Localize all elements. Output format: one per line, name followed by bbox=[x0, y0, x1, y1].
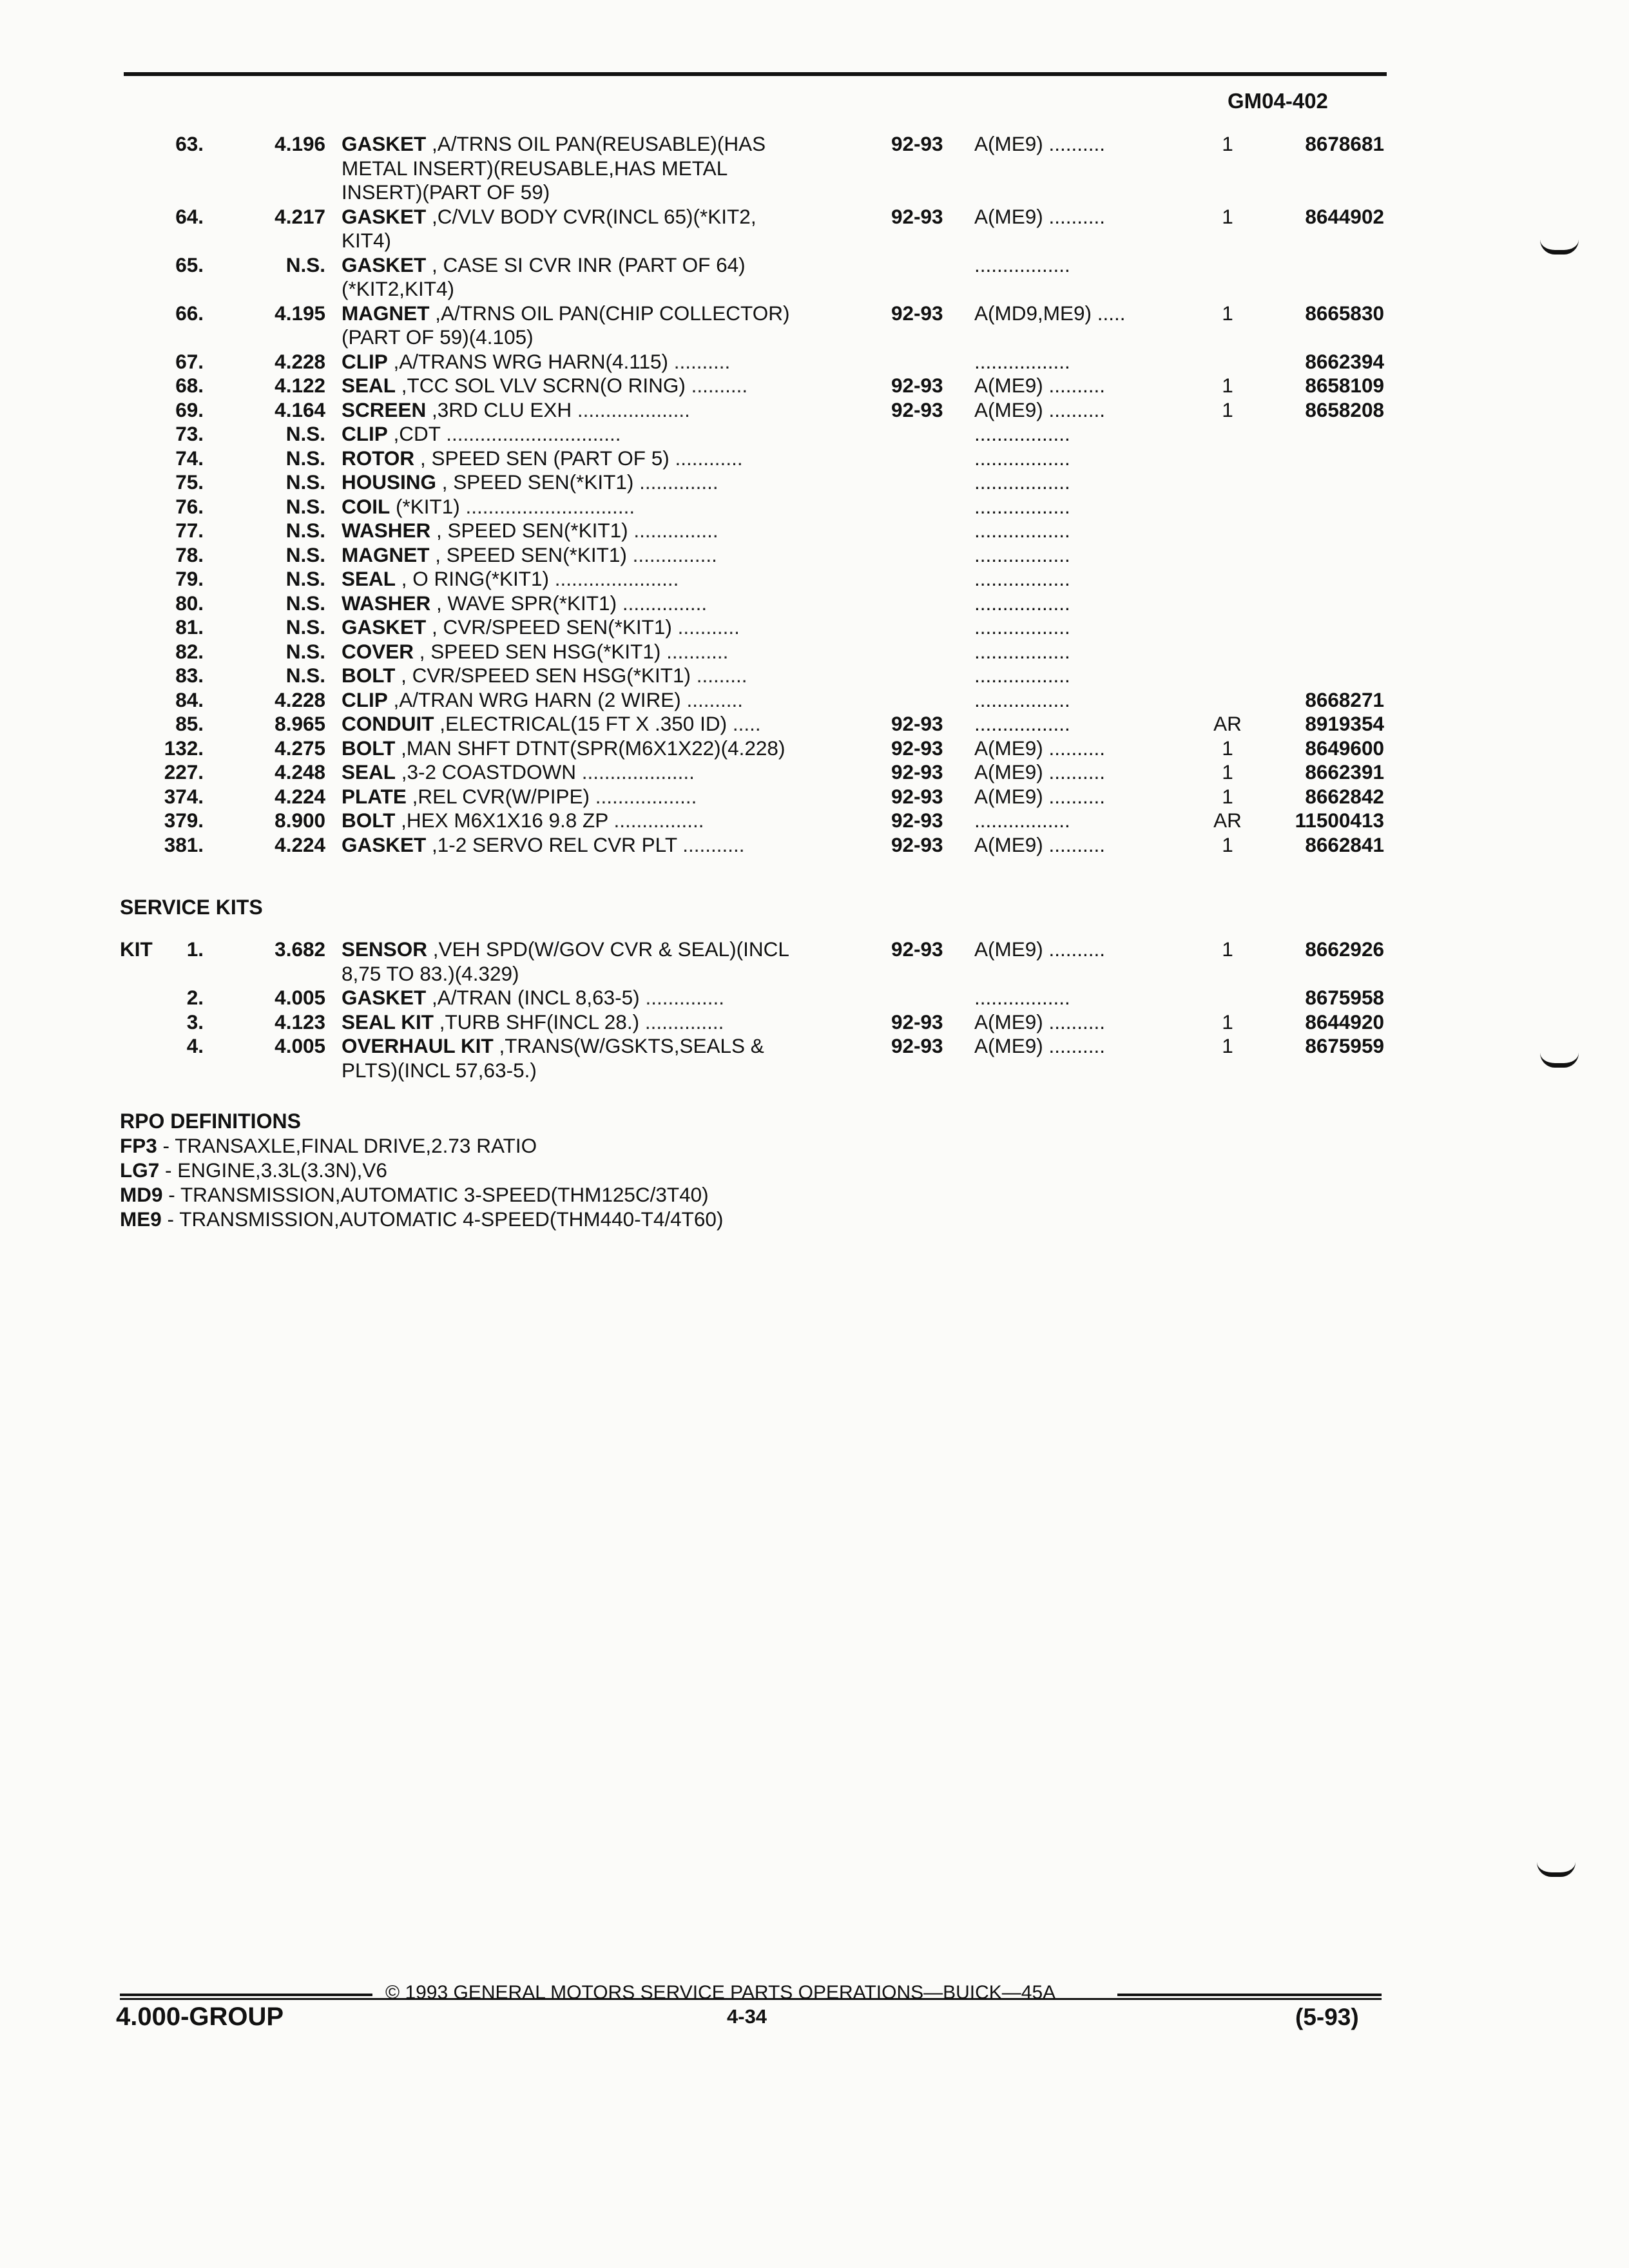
item-number: 63. bbox=[175, 132, 204, 155]
rpo-code: LG7 bbox=[120, 1158, 160, 1182]
model-code: ................. bbox=[974, 615, 1070, 639]
part-detail: ,HEX M6X1X16 9.8 ZP bbox=[395, 809, 608, 832]
part-name: GASKET bbox=[342, 132, 427, 155]
part-number: 8675959 bbox=[1305, 1034, 1384, 1057]
rpo-text: - TRANSMISSION,AUTOMATIC 4-SPEED(THM440-T4/4T60) bbox=[161, 1207, 724, 1231]
item-number: 65. bbox=[175, 253, 204, 276]
rpo-item bbox=[120, 1207, 723, 1231]
model-year: 92-93 bbox=[891, 760, 943, 783]
model-code: A(MD9,ME9) ..... bbox=[974, 301, 1126, 325]
part-detail: , SPEED SEN(*KIT1) bbox=[430, 519, 628, 542]
part-detail: ,A/TRAN (INCL 8,63-5) bbox=[426, 986, 640, 1009]
model-code: A(ME9) .......... bbox=[974, 132, 1106, 155]
leader-dots: ...................... bbox=[549, 567, 679, 590]
binder-mark bbox=[1537, 1862, 1576, 1877]
part-name: CLIP bbox=[342, 349, 388, 373]
leader-dots: .............................. bbox=[459, 494, 635, 518]
rpo-code: MD9 bbox=[120, 1183, 163, 1206]
part-number: 8665830 bbox=[1305, 301, 1384, 325]
illustration-number: N.S. bbox=[285, 446, 325, 470]
part-detail: ,ELECTRICAL(15 FT X .350 ID) bbox=[434, 712, 728, 735]
model-year: 92-93 bbox=[891, 301, 943, 325]
quantity: 1 bbox=[1222, 301, 1233, 325]
quantity: 1 bbox=[1222, 132, 1233, 155]
part-detail: ,1-2 SERVO REL CVR PLT bbox=[426, 832, 677, 856]
part-detail: ,VEH SPD(W/GOV CVR & SEAL)(INCL bbox=[427, 937, 789, 961]
model-code: A(ME9) .......... bbox=[974, 398, 1106, 421]
description bbox=[342, 664, 870, 687]
item-number: 76. bbox=[175, 494, 204, 518]
item-number: 74. bbox=[175, 446, 204, 470]
part-detail: ,A/TRNS OIL PAN(REUSABLE)(HAS bbox=[426, 132, 766, 155]
illustration-number: 4.224 bbox=[275, 784, 325, 808]
binder-mark bbox=[1540, 240, 1579, 255]
part-detail: , CVR/SPEED SEN HSG(*KIT1) bbox=[395, 664, 691, 687]
description bbox=[342, 543, 870, 567]
part-detail: (*KIT1) bbox=[390, 494, 460, 518]
leader-dots: .......... bbox=[668, 349, 731, 373]
part-number: 8658208 bbox=[1305, 398, 1384, 421]
part-detail: ,TURB SHF(INCL 28.) bbox=[433, 1010, 640, 1033]
item-number: 85. bbox=[175, 712, 204, 735]
description-continuation: (PART OF 59)(4.105) bbox=[342, 325, 534, 349]
model-code: ................. bbox=[974, 422, 1070, 445]
part-name: CLIP bbox=[342, 687, 388, 711]
model-code: A(ME9) .......... bbox=[974, 204, 1106, 228]
model-code: ................. bbox=[974, 591, 1070, 615]
part-name: WASHER bbox=[342, 591, 431, 615]
part-name: BOLT bbox=[342, 809, 396, 832]
model-code: ................. bbox=[974, 712, 1070, 735]
rpo-code: ME9 bbox=[120, 1207, 162, 1231]
description bbox=[342, 986, 870, 1010]
part-name: OVERHAUL KIT bbox=[342, 1034, 494, 1057]
illustration-number: 3.682 bbox=[275, 937, 325, 961]
rpo-text: - TRANSAXLE,FINAL DRIVE,2.73 RATIO bbox=[157, 1134, 537, 1157]
description bbox=[342, 470, 870, 494]
model-code: A(ME9) .......... bbox=[974, 937, 1106, 961]
part-number: 8919354 bbox=[1305, 712, 1384, 735]
item-number: 83. bbox=[175, 664, 204, 687]
item-number: 75. bbox=[175, 470, 204, 494]
model-year: 92-93 bbox=[891, 809, 943, 832]
description bbox=[342, 567, 870, 591]
group-label: 4.000-GROUP bbox=[116, 2003, 284, 2031]
model-code: A(ME9) .......... bbox=[974, 1010, 1106, 1033]
model-code: ................. bbox=[974, 519, 1070, 542]
illustration-number: N.S. bbox=[285, 639, 325, 663]
model-code: ................. bbox=[974, 470, 1070, 494]
part-number: 8649600 bbox=[1305, 736, 1384, 760]
leader-dots: .......... bbox=[685, 374, 748, 397]
part-number: 8644920 bbox=[1305, 1010, 1384, 1033]
item-number: 132. bbox=[164, 736, 204, 760]
description bbox=[342, 1034, 870, 1058]
illustration-number: 8.900 bbox=[275, 809, 325, 832]
leader-dots: ............... bbox=[617, 591, 708, 615]
description bbox=[342, 785, 870, 809]
item-number: 84. bbox=[175, 687, 204, 711]
illustration-number: N.S. bbox=[285, 253, 325, 276]
model-year: 92-93 bbox=[891, 736, 943, 760]
model-year: 92-93 bbox=[891, 204, 943, 228]
part-detail: , WAVE SPR(*KIT1) bbox=[430, 591, 617, 615]
illustration-number: 4.005 bbox=[275, 1034, 325, 1057]
model-code: ................. bbox=[974, 664, 1070, 687]
illustration-number: N.S. bbox=[285, 494, 325, 518]
model-year: 92-93 bbox=[891, 784, 943, 808]
part-number: 11500413 bbox=[1295, 809, 1384, 832]
description bbox=[342, 132, 870, 156]
illustration-number: 4.217 bbox=[275, 204, 325, 228]
quantity: 1 bbox=[1222, 784, 1233, 808]
model-code: ................. bbox=[974, 986, 1070, 1009]
part-detail: ,TCC SOL VLV SCRN(O RING) bbox=[396, 374, 686, 397]
model-code: ................. bbox=[974, 446, 1070, 470]
item-number: 73. bbox=[175, 422, 204, 445]
kit-label: KIT bbox=[120, 937, 153, 961]
part-detail: ,A/TRAN WRG HARN (2 WIRE) bbox=[387, 687, 681, 711]
part-detail: ,C/VLV BODY CVR(INCL 65)(*KIT2, bbox=[426, 204, 757, 228]
item-number: 381. bbox=[164, 832, 204, 856]
model-code: ................. bbox=[974, 687, 1070, 711]
item-number: 69. bbox=[175, 398, 204, 421]
quantity: AR bbox=[1213, 809, 1242, 832]
leader-dots: .............. bbox=[639, 986, 724, 1009]
footer-rule-right bbox=[1117, 1994, 1382, 1996]
copyright: © 1993 GENERAL MOTORS SERVICE PARTS OPERATIONS—BUICK—45A bbox=[385, 1982, 1056, 2003]
model-year: 92-93 bbox=[891, 937, 943, 961]
description bbox=[342, 205, 870, 229]
description bbox=[342, 447, 870, 470]
part-name: GASKET bbox=[342, 832, 427, 856]
item-number: 64. bbox=[175, 204, 204, 228]
item-number: 66. bbox=[175, 301, 204, 325]
quantity: 1 bbox=[1222, 204, 1233, 228]
item-number: 80. bbox=[175, 591, 204, 615]
part-name: COVER bbox=[342, 639, 414, 663]
part-number: 8662926 bbox=[1305, 937, 1384, 961]
leader-dots: ............... bbox=[628, 519, 718, 542]
part-number: 8658109 bbox=[1305, 374, 1384, 397]
model-year: 92-93 bbox=[891, 832, 943, 856]
item-number: 4. bbox=[186, 1034, 204, 1057]
footer-rule-left bbox=[120, 1994, 372, 1996]
part-detail: , SPEED SEN(*KIT1) bbox=[429, 543, 627, 566]
part-detail: ,TRANS(W/GSKTS,SEALS & bbox=[493, 1034, 764, 1057]
model-code: A(ME9) .......... bbox=[974, 374, 1106, 397]
illustration-number: 4.275 bbox=[275, 736, 325, 760]
part-name: MAGNET bbox=[342, 543, 430, 566]
part-name: GASKET bbox=[342, 615, 427, 639]
part-name: COIL bbox=[342, 494, 390, 518]
leader-dots: .................... bbox=[576, 760, 695, 783]
illustration-number: N.S. bbox=[285, 422, 325, 445]
item-number: 67. bbox=[175, 349, 204, 373]
leader-dots: .................... bbox=[572, 398, 690, 421]
part-number: 8668271 bbox=[1305, 687, 1384, 711]
part-name: BOLT bbox=[342, 736, 396, 760]
part-name: HOUSING bbox=[342, 470, 437, 494]
item-number: 68. bbox=[175, 374, 204, 397]
model-year: 92-93 bbox=[891, 1034, 943, 1057]
item-number: 79. bbox=[175, 567, 204, 590]
description-continuation: PLTS)(INCL 57,63-5.) bbox=[342, 1058, 537, 1082]
model-code: ................. bbox=[974, 349, 1070, 373]
part-detail: ,A/TRANS WRG HARN(4.115) bbox=[387, 349, 668, 373]
model-code: ................. bbox=[974, 809, 1070, 832]
part-number: 8662394 bbox=[1305, 349, 1384, 373]
description bbox=[342, 833, 870, 857]
part-detail: , O RING(*KIT1) bbox=[396, 567, 550, 590]
description bbox=[342, 519, 870, 543]
model-code: ................. bbox=[974, 543, 1070, 566]
quantity: 1 bbox=[1222, 374, 1233, 397]
illustration-number: 4.005 bbox=[275, 986, 325, 1009]
rpo-title: RPO DEFINITIONS bbox=[120, 1110, 301, 1133]
illustration-number: 4.164 bbox=[275, 398, 325, 421]
part-number: 8644902 bbox=[1305, 204, 1384, 228]
page-number: 4-34 bbox=[727, 2005, 767, 2028]
description bbox=[342, 350, 870, 374]
item-number: 1. bbox=[186, 937, 204, 961]
part-detail: , CVR/SPEED SEN(*KIT1) bbox=[426, 615, 672, 639]
part-number: 8678681 bbox=[1305, 132, 1384, 155]
description bbox=[342, 422, 870, 446]
illustration-number: N.S. bbox=[285, 567, 325, 590]
part-detail: ,A/TRNS OIL PAN(CHIP COLLECTOR) bbox=[429, 301, 790, 325]
description bbox=[342, 615, 870, 639]
part-name: WASHER bbox=[342, 519, 431, 542]
part-name: ROTOR bbox=[342, 446, 415, 470]
leader-dots: ............................... bbox=[440, 422, 621, 445]
description bbox=[342, 374, 870, 398]
quantity: 1 bbox=[1222, 832, 1233, 856]
item-number: 2. bbox=[186, 986, 204, 1009]
part-name: SEAL bbox=[342, 567, 396, 590]
part-detail: , SPEED SEN (PART OF 5) bbox=[414, 446, 670, 470]
leader-dots: ........... bbox=[671, 615, 740, 639]
quantity: AR bbox=[1213, 712, 1242, 735]
rpo-item bbox=[120, 1158, 387, 1182]
leader-dots: ........... bbox=[677, 832, 745, 856]
leader-dots: ........... bbox=[660, 639, 729, 663]
quantity: 1 bbox=[1222, 736, 1233, 760]
illustration-number: 4.122 bbox=[275, 374, 325, 397]
description-continuation: INSERT)(PART OF 59) bbox=[342, 180, 550, 204]
part-name: CLIP bbox=[342, 422, 388, 445]
rpo-code: FP3 bbox=[120, 1134, 157, 1157]
illustration-number: N.S. bbox=[285, 591, 325, 615]
rpo-text: - TRANSMISSION,AUTOMATIC 3-SPEED(THM125C/3T40) bbox=[162, 1183, 709, 1206]
description bbox=[342, 809, 870, 832]
quantity: 1 bbox=[1222, 760, 1233, 783]
illustration-number: 4.224 bbox=[275, 832, 325, 856]
part-detail: , SPEED SEN HSG(*KIT1) bbox=[414, 639, 661, 663]
illustration-number: N.S. bbox=[285, 519, 325, 542]
part-name: GASKET bbox=[342, 253, 427, 276]
rpo-text: - ENGINE,3.3L(3.3N),V6 bbox=[159, 1158, 387, 1182]
description bbox=[342, 495, 870, 519]
description bbox=[342, 302, 870, 325]
part-number: 8662391 bbox=[1305, 760, 1384, 783]
model-year: 92-93 bbox=[891, 712, 943, 735]
description bbox=[342, 1010, 870, 1034]
item-number: 82. bbox=[175, 639, 204, 663]
item-number: 3. bbox=[186, 1010, 204, 1033]
illustration-number: N.S. bbox=[285, 664, 325, 687]
item-number: 227. bbox=[164, 760, 204, 783]
model-year: 92-93 bbox=[891, 132, 943, 155]
leader-dots: ............ bbox=[669, 446, 743, 470]
description bbox=[342, 760, 870, 784]
quantity: 1 bbox=[1222, 1034, 1233, 1057]
document-id: GM04-402 bbox=[1228, 89, 1328, 113]
model-year: 92-93 bbox=[891, 374, 943, 397]
model-code: A(ME9) .......... bbox=[974, 784, 1106, 808]
rpo-item bbox=[120, 1183, 709, 1207]
description bbox=[342, 253, 870, 277]
illustration-number: 4.228 bbox=[275, 349, 325, 373]
page-date: (5-93) bbox=[1295, 2004, 1359, 2030]
illustration-number: 4.196 bbox=[275, 132, 325, 155]
illustration-number: N.S. bbox=[285, 543, 325, 566]
part-name: SEAL bbox=[342, 374, 396, 397]
part-detail: ,MAN SHFT DTNT(SPR(M6X1X22)(4.228) bbox=[395, 736, 786, 760]
item-number: 77. bbox=[175, 519, 204, 542]
leader-dots: ................ bbox=[608, 809, 704, 832]
model-code: A(ME9) .......... bbox=[974, 736, 1106, 760]
part-name: GASKET bbox=[342, 204, 427, 228]
part-name: SCREEN bbox=[342, 398, 427, 421]
leader-dots: .......... bbox=[680, 687, 744, 711]
description bbox=[342, 591, 870, 615]
part-name: GASKET bbox=[342, 986, 427, 1009]
binder-mark bbox=[1540, 1053, 1579, 1068]
illustration-number: 4.248 bbox=[275, 760, 325, 783]
part-detail: ,3RD CLU EXH bbox=[426, 398, 572, 421]
part-detail: , CASE SI CVR INR (PART OF 64) bbox=[426, 253, 746, 276]
part-detail: ,3-2 COASTDOWN bbox=[396, 760, 577, 783]
leader-dots: ......... bbox=[691, 664, 747, 687]
quantity: 1 bbox=[1222, 398, 1233, 421]
model-code: ................. bbox=[974, 253, 1070, 276]
quantity: 1 bbox=[1222, 937, 1233, 961]
part-name: SENSOR bbox=[342, 937, 428, 961]
leader-dots: ..... bbox=[727, 712, 761, 735]
part-name: SEAL bbox=[342, 760, 396, 783]
model-year: 92-93 bbox=[891, 1010, 943, 1033]
quantity: 1 bbox=[1222, 1010, 1233, 1033]
part-detail: ,REL CVR(W/PIPE) bbox=[406, 784, 590, 808]
description-continuation: KIT4) bbox=[342, 229, 392, 252]
model-year: 92-93 bbox=[891, 398, 943, 421]
part-name: SEAL KIT bbox=[342, 1010, 434, 1033]
illustration-number: 4.123 bbox=[275, 1010, 325, 1033]
description bbox=[342, 712, 870, 736]
item-number: 81. bbox=[175, 615, 204, 639]
description-continuation: METAL INSERT)(REUSABLE,HAS METAL bbox=[342, 156, 728, 180]
rpo-item bbox=[120, 1134, 537, 1158]
description bbox=[342, 640, 870, 664]
illustration-number: 4.195 bbox=[275, 301, 325, 325]
part-number: 8662841 bbox=[1305, 832, 1384, 856]
part-name: PLATE bbox=[342, 784, 407, 808]
part-number: 8662842 bbox=[1305, 784, 1384, 808]
description bbox=[342, 736, 870, 760]
part-name: MAGNET bbox=[342, 301, 430, 325]
item-number: 78. bbox=[175, 543, 204, 566]
model-code: ................. bbox=[974, 494, 1070, 518]
model-code: ................. bbox=[974, 639, 1070, 663]
top-rule bbox=[124, 72, 1387, 76]
service-kits-title: SERVICE KITS bbox=[120, 896, 263, 919]
leader-dots: .............. bbox=[633, 470, 718, 494]
illustration-number: 4.228 bbox=[275, 687, 325, 711]
illustration-number: N.S. bbox=[285, 615, 325, 639]
leader-dots: ............... bbox=[626, 543, 717, 566]
description bbox=[342, 937, 870, 961]
part-number: 8675958 bbox=[1305, 986, 1384, 1009]
part-name: BOLT bbox=[342, 664, 396, 687]
part-name: CONDUIT bbox=[342, 712, 434, 735]
illustration-number: N.S. bbox=[285, 470, 325, 494]
part-detail: ,CDT bbox=[387, 422, 441, 445]
model-code: A(ME9) .......... bbox=[974, 760, 1106, 783]
description-continuation: (*KIT2,KIT4) bbox=[342, 277, 455, 300]
leader-dots: .................. bbox=[590, 784, 697, 808]
description bbox=[342, 398, 870, 422]
item-number: 379. bbox=[164, 809, 204, 832]
description-continuation: 8,75 TO 83.)(4.329) bbox=[342, 961, 519, 985]
item-number: 374. bbox=[164, 784, 204, 808]
model-code: A(ME9) .......... bbox=[974, 1034, 1106, 1057]
model-code: ................. bbox=[974, 567, 1070, 590]
model-code: A(ME9) .......... bbox=[974, 832, 1106, 856]
part-detail: , SPEED SEN(*KIT1) bbox=[436, 470, 634, 494]
illustration-number: 8.965 bbox=[275, 712, 325, 735]
description bbox=[342, 688, 870, 712]
leader-dots: .............. bbox=[639, 1010, 724, 1033]
